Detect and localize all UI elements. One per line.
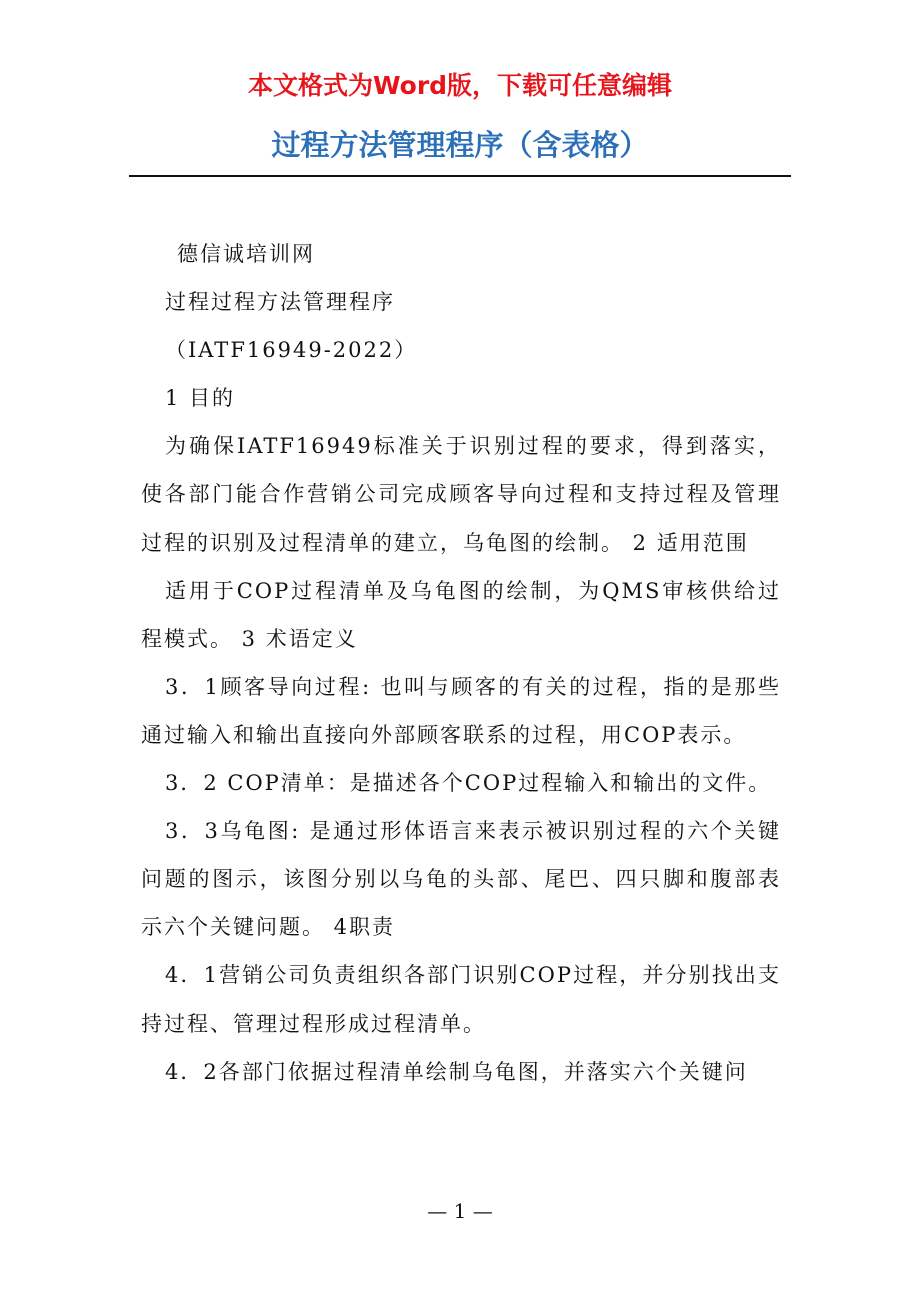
page-number: — 1 — <box>427 1199 493 1223</box>
paragraph-doc-name: 过程过程方法管理程序 <box>165 290 395 315</box>
paragraph-definition-3-3: 3．3乌龟图: 是通过形体语言来表示被识别过程的六个关键问题的图示，该图分别以乌龟的头部、尾巴、四只脚和腹部表示六个关键问题。 4职责 <box>141 819 781 940</box>
paragraph-responsibility-4-1: 4．1营销公司负责组织各部门识别COP过程，并分别找出支持过程、管理过程形成过程清单。 <box>141 963 781 1036</box>
paragraph-responsibility-4-2: 4．2各部门依据过程清单绘制乌龟图，并落实六个关键问 <box>165 1059 748 1084</box>
paragraph-scope: 适用于COP过程清单及乌龟图的绘制，为QMS审核供给过程模式。 3 术语定义 <box>141 578 781 651</box>
paragraph-definition-3-1: 3．1顾客导向过程: 也叫与顾客的有关的过程，指的是那些通过输入和输出直接向外部顾客联系的过程，用COP表示。 <box>141 674 781 747</box>
document-title: 过程方法管理程序（含表格） <box>271 128 649 162</box>
download-notice-banner: 本文格式为Word版，下载可任意编辑 <box>247 71 673 100</box>
paragraph-standard: （IATF16949-2022） <box>165 338 418 363</box>
paragraph-source: 德信诚培训网 <box>177 242 315 266</box>
document-body <box>141 230 781 1096</box>
title-divider <box>129 175 791 177</box>
paragraph-definition-3-2: 3．2 COP清单：是描述各个COP过程输入和输出的文件。 <box>165 771 772 796</box>
section-heading-purpose: 1 目的 <box>165 386 236 411</box>
paragraph-purpose: 为确保IATF16949标准关于识别过程的要求，得到落实，使各部门能合作营销公司完成顾客导向过程和支持过程及管理过程的识别及过程清单的建立，乌龟图的绘制。 2 适用范围 <box>141 434 781 555</box>
